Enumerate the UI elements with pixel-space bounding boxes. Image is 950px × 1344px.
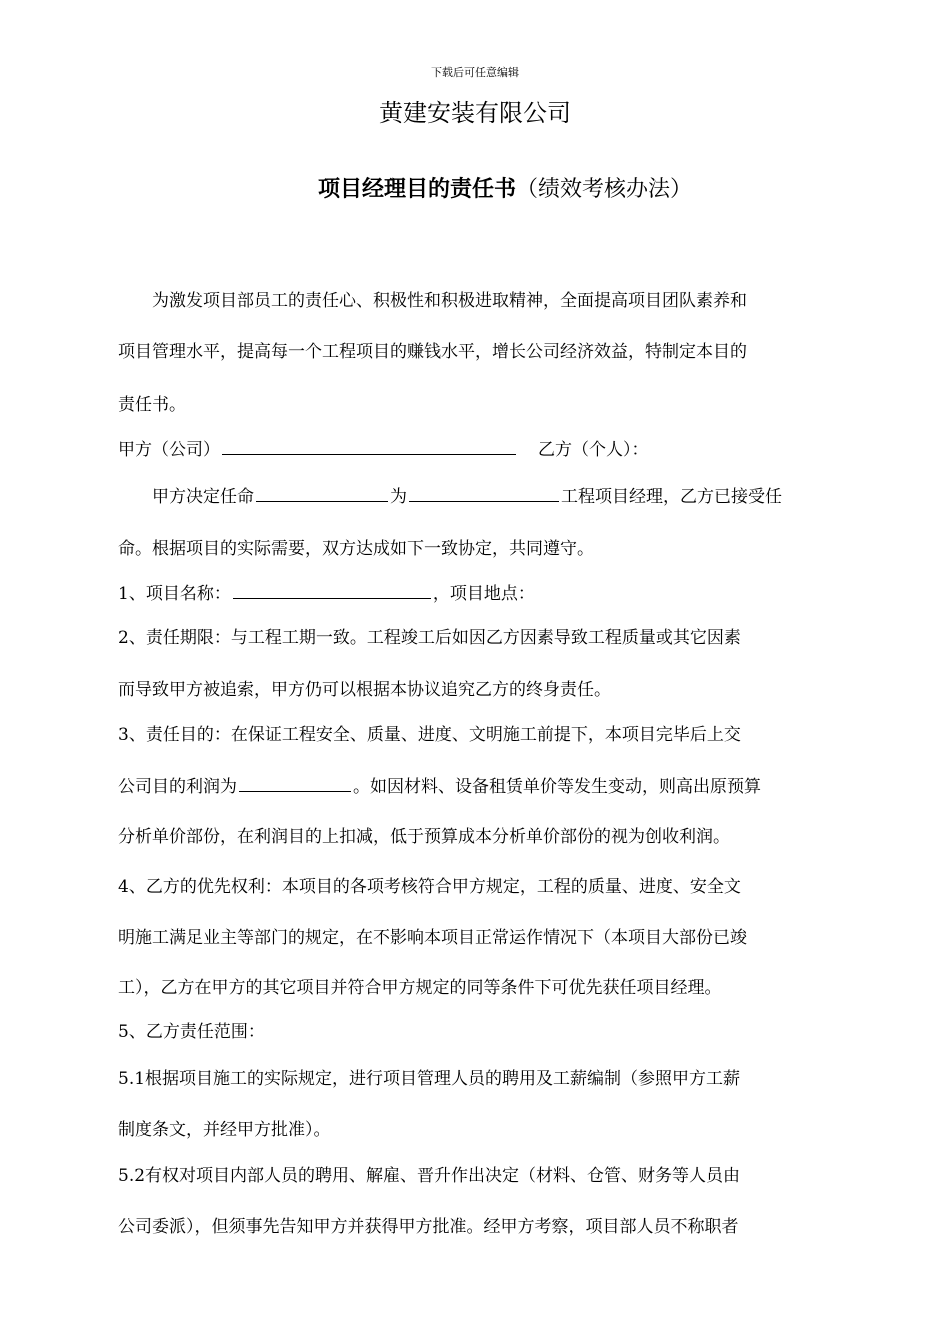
item3-line-1: 3、责任目的：在保证工程安全、质量、进度、文明施工前提下，本项目完毕后上交 [118,725,741,745]
title-sub: （绩效考核办法） [516,177,693,202]
document-title [318,174,692,205]
project-name-blank [233,580,431,599]
item4-line-1: 4、乙方的优先权利：本项目的各项考核符合甲方规定，工程的质量、进度、安全文 [118,877,741,897]
item4-line-2: 明施工满足业主等部门的规定，在不影响本项目正常运作情况下（本项目大部份已竣 [118,928,747,948]
appoint-line-1 [152,483,782,510]
item5-1-line-2: 制度条文，并经甲方批准）。 [118,1120,331,1140]
appoint-text-1: 甲方决定任命 [152,487,254,507]
title-main: 项目经理目的责任书 [318,176,517,202]
item2-line-2: 而导致甲方被追索，甲方仍可以根据本协议追究乙方的终身责任。 [118,680,611,700]
item1-label: 1、项目名称： [118,584,231,604]
item3-profit-label: 公司目的利润为 [118,777,237,797]
item5-heading: 5、乙方责任范围： [118,1022,265,1042]
intro-line-1: 为激发项目部员工的责任心、积极性和积极进取精神，全面提高项目团队素养和 [152,291,747,311]
intro-line-3: 责任书。 [118,395,186,415]
item2-line-1: 2、责任期限：与工程工期一致。工程竣工后如因乙方因素导致工程质量或其它因素 [118,628,741,648]
appoint-line-2: 命。根据项目的实际需要，双方达成如下一致协定，共同遵守。 [118,539,594,559]
item3-line-2 [118,773,761,800]
profit-blank [239,773,351,792]
party-b-label: 乙方（个人）： [538,440,649,460]
item5-1-line-1: 5.1根据项目施工的实际规定，进行项目管理人员的聘用及工薪编制（参照甲方工薪 [118,1069,741,1089]
item3-text: 。如因材料、设备租赁单价等发生变动，则高出原预算 [353,777,761,797]
intro-line-2: 项目管理水平，提高每一个工程项目的赚钱水平，增长公司经济效益，特制定本目的 [118,342,747,362]
item4-line-3: 工），乙方在甲方的其它项目并符合甲方规定的同等条件下可优先获任项目经理。 [118,978,722,998]
item5-2-line-1: 5.2有权对项目内部人员的聘用、解雇、晋升作出决定（材料、仓管、财务等人员由 [118,1166,741,1186]
header-note: 下载后可任意编辑 [431,66,519,79]
item1-line [118,580,535,607]
item5-2-line-2: 公司委派），但须事先告知甲方并获得甲方批准。经甲方考察，项目部人员不称职者 [118,1217,739,1237]
appointee-blank [256,483,388,502]
company-name: 黄建安装有限公司 [379,99,571,127]
appoint-text-2: 为 [390,487,407,507]
appoint-text-3: 工程项目经理，乙方已接受任 [561,487,782,507]
parties-line [118,436,649,463]
party-a-label: 甲方（公司） [118,440,220,460]
party-a-blank [222,436,516,455]
item1-location-label: ，项目地点： [432,584,535,604]
item3-line-3: 分析单价部份，在利润目的上扣减，低于预算成本分析单价部份的视为创收利润。 [118,827,730,847]
project-blank [409,483,559,502]
